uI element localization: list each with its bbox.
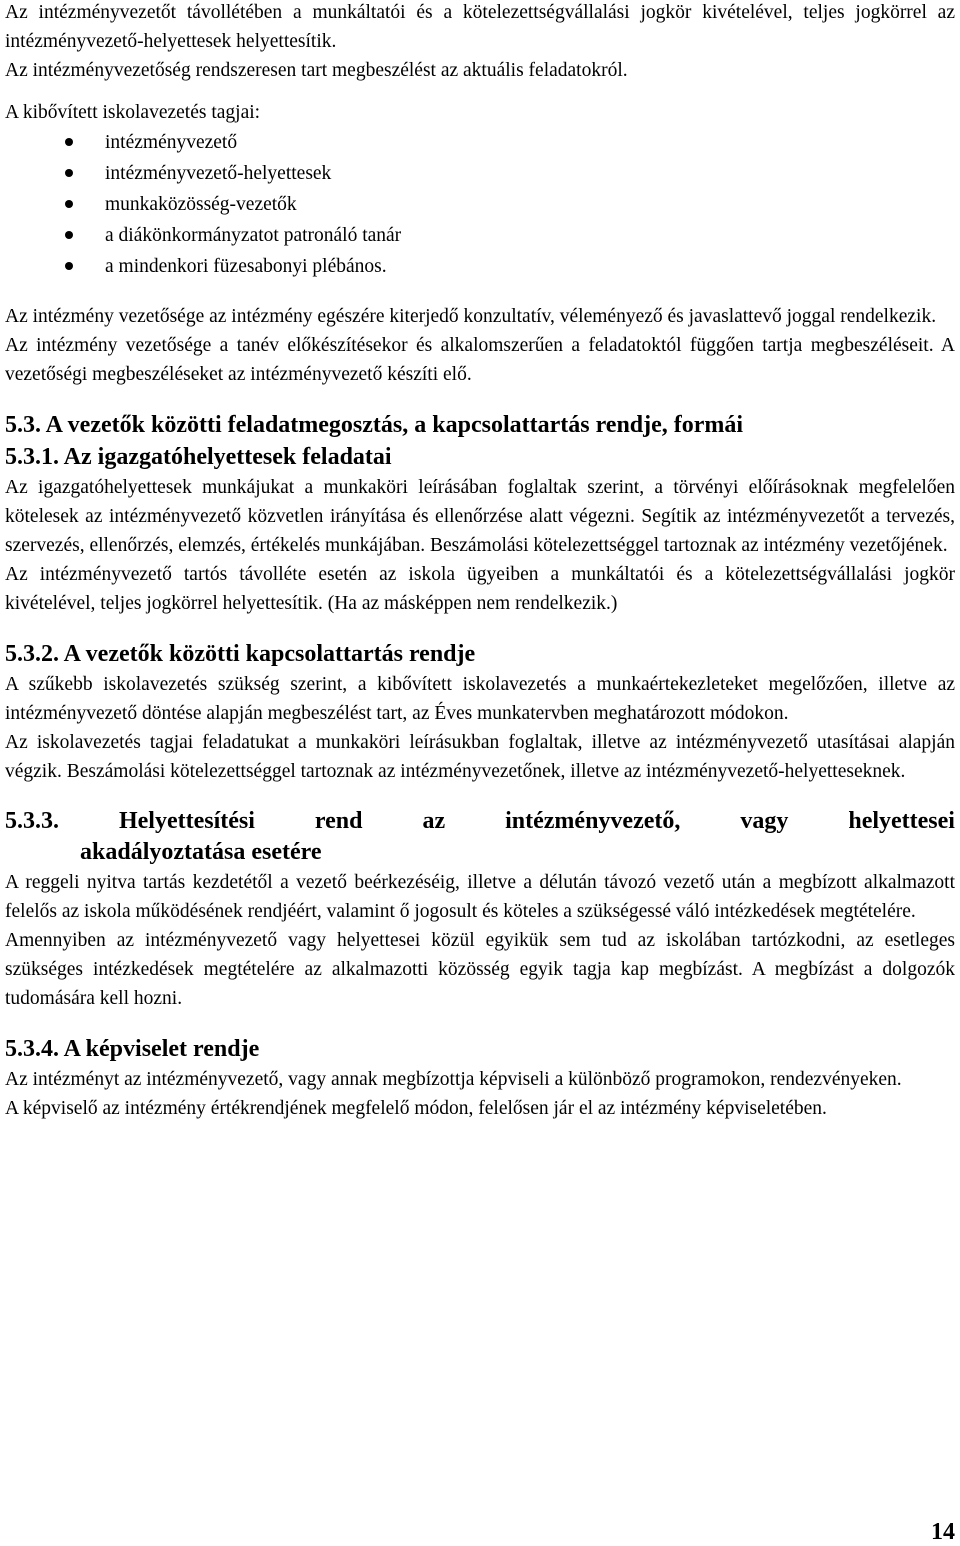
page-content bbox=[5, 0, 955, 1123]
bullet-icon bbox=[65, 138, 73, 146]
section-heading-5-3-3: 5.3.3. Helyettesítési rend az intézményvezető, vagy helyettesei bbox=[5, 808, 955, 834]
list-item: a diákönkormányzatot patronáló tanár bbox=[5, 220, 955, 251]
page-number: 14 bbox=[931, 1519, 955, 1545]
members-list bbox=[5, 127, 955, 282]
bullet-icon bbox=[65, 200, 73, 208]
members-intro: A kibővített iskolavezetés tagjai: bbox=[5, 102, 261, 123]
list-item: a mindenkori füzesabonyi plébános. bbox=[5, 251, 955, 282]
bullet-icon bbox=[65, 231, 73, 239]
intro-paragraph-substitution: Az intézményvezetőt távollétében a munkáltatói és a kötelezettségvállalási jogkör kivételével, teljes jogkörrel az intézményvezető-helyettesek helyettesítik. bbox=[5, 2, 955, 52]
representation-paragraph: Az intézményt az intézményvezető, vagy annak megbízottja képviseli a különböző programokon, rendezvényeken. bbox=[5, 1069, 902, 1090]
absence-paragraph: Amennyiben az intézményvezető vagy helyettesei közül egyikük sem tud az iskolában tartózkodni, az esetleges szükséges intézkedések megtételére az alkalmazotti közösség egyik tagja kap megbízást. A megbízást a dolgozók tudomására kell hozni. bbox=[5, 930, 955, 1009]
leadership-meetings-paragraph: Az intézmény vezetősége a tanév előkészítésekor és alkalomszerűen a feladatoktól függően tartja megbeszéléseit. A vezetőségi megbeszéléseket az intézményvezető készíti elő. bbox=[5, 335, 955, 385]
section-heading-5-3-3-continued: akadályoztatása esetére bbox=[80, 839, 322, 865]
management-tasks-paragraph: Az iskolavezetés tagjai feladatukat a munkaköri leírásukban foglaltak, illetve az intézményvezető utasításai alapján végzik. Beszámolási kötelezettséggel tartoznak az intézményvezetőnek, illetve az intézményvezető-helyetteseknek. bbox=[5, 732, 955, 782]
representative-conduct-paragraph: A képviselő az intézmény értékrendjének megfelelő módon, felelősen jár el az intézmény képviseletében. bbox=[5, 1098, 827, 1119]
section-heading-5-3-1: 5.3.1. Az igazgatóhelyettesek feladatai bbox=[5, 444, 392, 470]
bullet-icon bbox=[65, 262, 73, 270]
list-item: intézményvezető bbox=[5, 127, 955, 158]
opening-hours-paragraph: A reggeli nyitva tartás kezdetétől a vezető beérkezéséig, illetve a délután távozó vezető után a megbízott alkalmazott felelős az iskola működésének rendjéért, valamint ő jogosult és köteles a szükségessé váló intézkedések megtételére. bbox=[5, 872, 955, 922]
deputies-substitution-paragraph: Az intézményvezető tartós távolléte esetén az iskola ügyeiben a munkáltatói és a kötelezettségvállalási jogkör kivételével, teljes jogkörrel helyettesítik. (Ha az másképpen nem rendelkezik.) bbox=[5, 564, 955, 614]
deputies-duties-paragraph: Az igazgatóhelyettesek munkájukat a munkaköri leírásában foglaltak szerint, a törvényi előírásoknak megfelelően kötelesek az intézményvezető közvetlen irányítása és ellenőrzése alatt végezni. Segítik az intézményvezetőt a tervezés, szervezés, ellenőrzés, elemzés, értékelés munkájában. Beszámolási kötelezettséggel tartoznak az intézmény vezetőjének. bbox=[5, 477, 955, 556]
leadership-rights-paragraph: Az intézmény vezetősége az intézmény egészére kiterjedő konzultatív, véleményező és javaslattevő joggal rendelkezik. bbox=[5, 306, 937, 327]
section-heading-5-3: 5.3. A vezetők közötti feladatmegosztás, a kapcsolattartás rendje, formái bbox=[5, 412, 744, 438]
section-heading-5-3-4: 5.3.4. A képviselet rendje bbox=[5, 1036, 260, 1062]
section-heading-5-3-2: 5.3.2. A vezetők közötti kapcsolattartás rendje bbox=[5, 641, 476, 667]
intro-paragraph-meetings: Az intézményvezetőség rendszeresen tart megbeszélést az aktuális feladatokról. bbox=[5, 60, 628, 81]
list-item: intézményvezető-helyettesek bbox=[5, 158, 955, 189]
list-item: munkaközösség-vezetők bbox=[5, 189, 955, 220]
bullet-icon bbox=[65, 169, 73, 177]
contact-order-paragraph: A szűkebb iskolavezetés szükség szerint, a kibővített iskolavezetés a munkaértekezleteket megelőzően, illetve az intézményvezető döntése alapján megbeszélést tart, az Éves munkatervben meghatározott módokon. bbox=[5, 674, 955, 724]
